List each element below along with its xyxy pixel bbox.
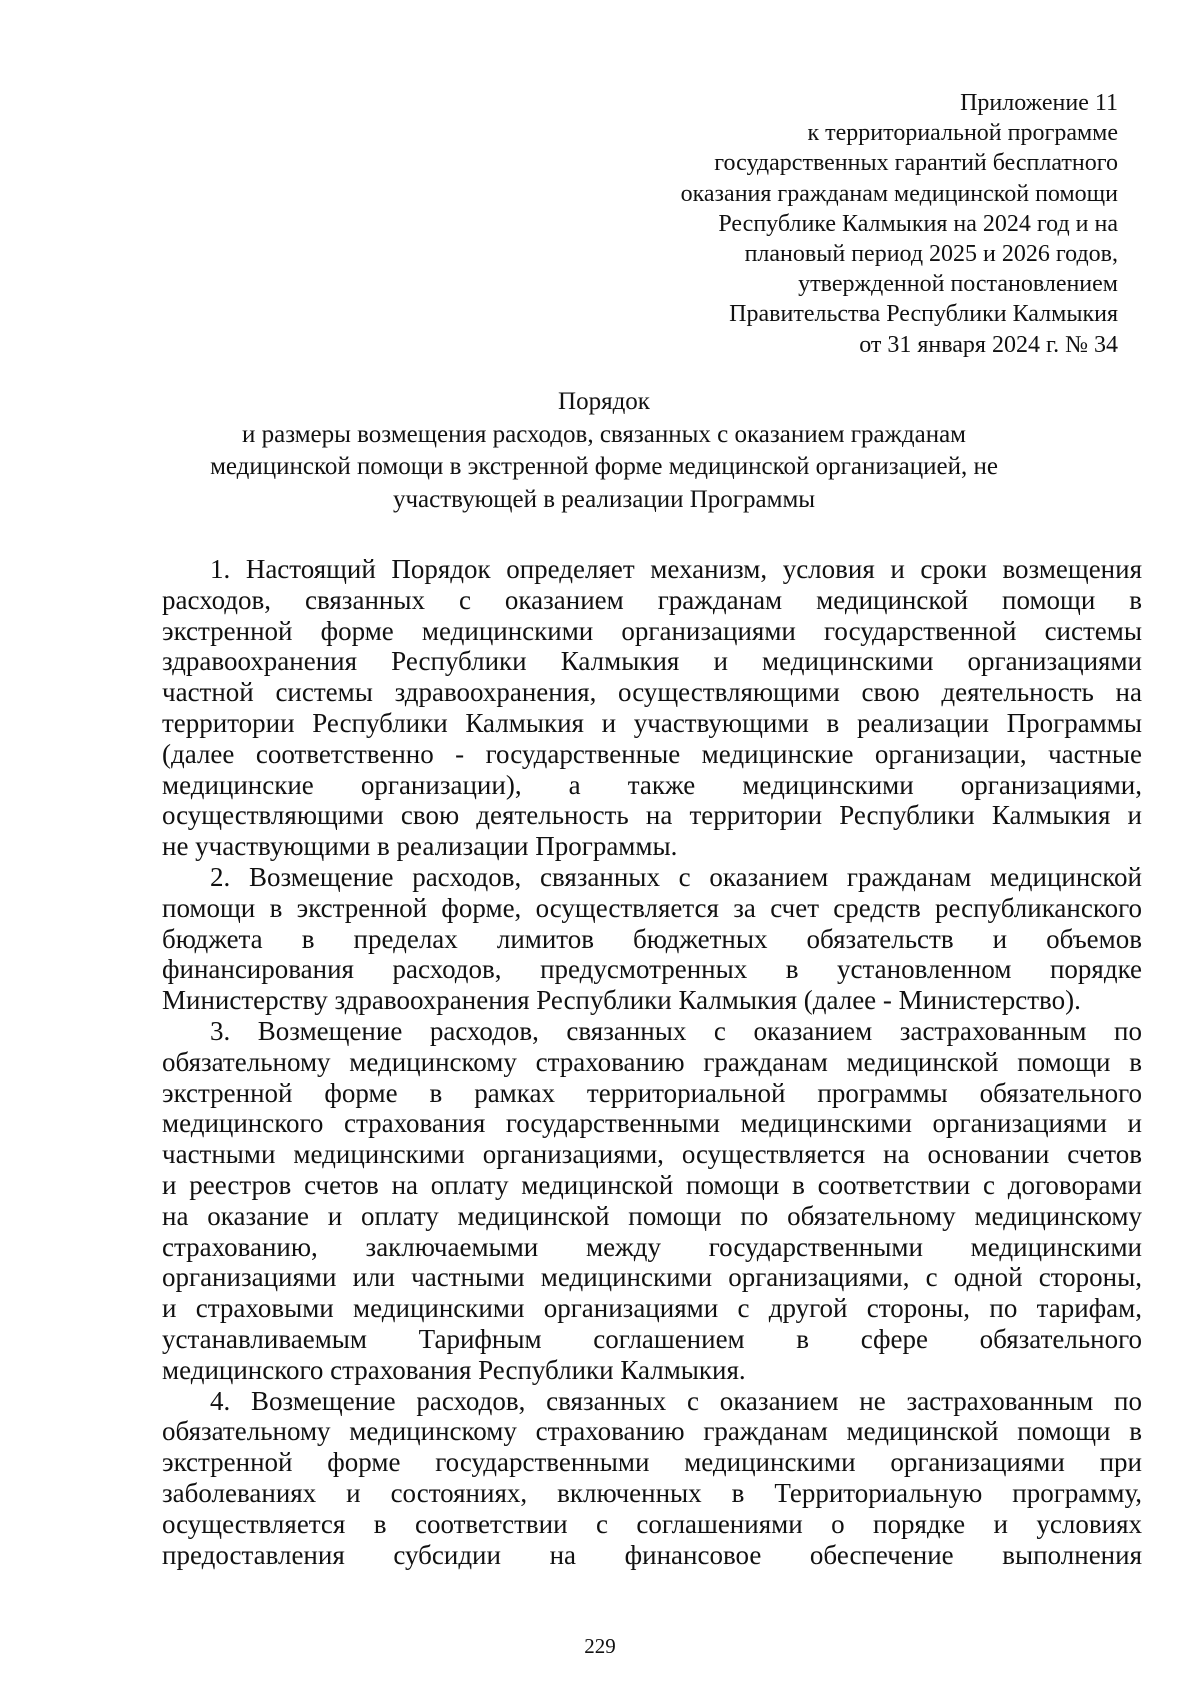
paragraph [162,554,1142,862]
paragraph-line: не участвующими в реализации Программы. [162,831,678,862]
paragraph [162,1016,1142,1386]
paragraph-line: помощи в экстренной форме, осуществляется за счет средств республиканского [162,892,1142,923]
paragraph-line: и страховыми медицинскими организациями с другой стороны, по тарифам, [162,1293,1142,1324]
paragraph-line: экстренной форме медицинскими организациями государственной системы [162,615,1142,646]
paragraph-line: финансирования расходов, предусмотренных в установленном порядке [162,954,1142,985]
paragraph-line: 4. Возмещение расходов, связанных с оказанием не застрахованным по [210,1385,1142,1416]
paragraph-line: (далее соответственно - государственные медицинские организации, частные [162,738,1142,769]
paragraph-line: 3. Возмещение расходов, связанных с оказанием застрахованным по [210,1015,1142,1046]
appendix-line: к территориальной программе [807,120,1118,147]
paragraph-line: частной системы здравоохранения, осуществляющими свою деятельность на [162,677,1142,708]
appendix-line: Приложение 11 [960,90,1118,116]
paragraph-line: организациями или частными медицинскими организациями, с одной стороны, [162,1262,1142,1293]
appendix-header [558,88,1118,360]
paragraph-line: устанавливаемым Тарифным соглашением в сфере обязательного [162,1323,1142,1354]
paragraph [162,862,1142,1016]
paragraph-line: здравоохранения Республики Калмыкия и медицинскими организациями [162,646,1142,677]
paragraph-line: территории Республики Калмыкия и участвующими в реализации Программы [162,707,1142,738]
paragraph-line: медицинские организации), а также медицинскими организациями, [162,769,1142,800]
paragraph-line: обязательному медицинскому страхованию гражданам медицинской помощи в [162,1046,1142,1077]
paragraph-line: Министерству здравоохранения Республики Калмыкия (далее - Министерство). [162,985,1081,1016]
paragraph-line: осуществляется в соответствии с соглашениями о порядке и условиях [162,1508,1142,1539]
appendix-line: Правительства Республики Калмыкия [729,301,1118,328]
appendix-line: от 31 января 2024 г. № 34 [859,331,1118,358]
title-line: Порядок [558,388,650,415]
paragraph-line: экстренной форме в рамках территориальной программы обязательного [162,1077,1142,1108]
paragraph-line: заболеваниях и состояниях, включенных в Территориальную программу, [162,1477,1142,1508]
paragraph-line: 1. Настоящий Порядок определяет механизм, условия и сроки возмещения [210,554,1142,584]
paragraph-line: экстренной форме государственными медицинскими организациями при [162,1447,1142,1478]
paragraph-line: медицинского страхования государственными медицинскими организациями и [162,1108,1142,1139]
paragraph [162,1386,1142,1571]
appendix-line: Республике Калмыкия на 2024 год и на [718,210,1118,237]
appendix-line: оказания гражданам медицинской помощи [680,180,1118,207]
appendix-line: утвержденной постановлением [798,271,1118,298]
paragraph-line: и реестров счетов на оплату медицинской помощи в соответствии с договорами [162,1169,1142,1200]
paragraph-line: обязательному медицинскому страхованию гражданам медицинской помощи в [162,1416,1142,1447]
title-line: участвующей в реализации Программы [392,485,816,513]
paragraph-line: предоставления субсидии на финансовое обеспечение выполнения [162,1539,1142,1570]
appendix-line: плановый период 2025 и 2026 годов, [744,241,1118,268]
paragraph-line: медицинского страхования Республики Калмыкия. [162,1354,746,1385]
paragraph-line: частными медицинскими организациями, осуществляется на основании счетов [162,1139,1142,1170]
paragraph-line: на оказание и оплату медицинской помощи по обязательному медицинскому [162,1200,1142,1231]
paragraph-line: расходов, связанных с оказанием гражданам медицинской помощи в [162,584,1142,615]
paragraph-line: бюджета в пределах лимитов бюджетных обязательств и объемов [162,923,1142,954]
title-line: и размеры возмещения расходов, связанных с оказанием гражданам [241,420,967,448]
appendix-line: государственных гарантий бесплатного [714,150,1118,177]
paragraph-line: страхованию, заключаемыми между государственными медицинскими [162,1231,1142,1262]
page-number: 229 [584,1634,616,1658]
paragraph-line: 2. Возмещение расходов, связанных с оказанием гражданам медицинской [210,861,1142,892]
document-title [150,386,1058,516]
title-line: медицинской помощи в экстренной форме медицинской организацией, не [210,453,998,480]
document-body [162,554,1142,1570]
paragraph-line: осуществляющими свою деятельность на территории Республики Калмыкия и [162,800,1142,831]
